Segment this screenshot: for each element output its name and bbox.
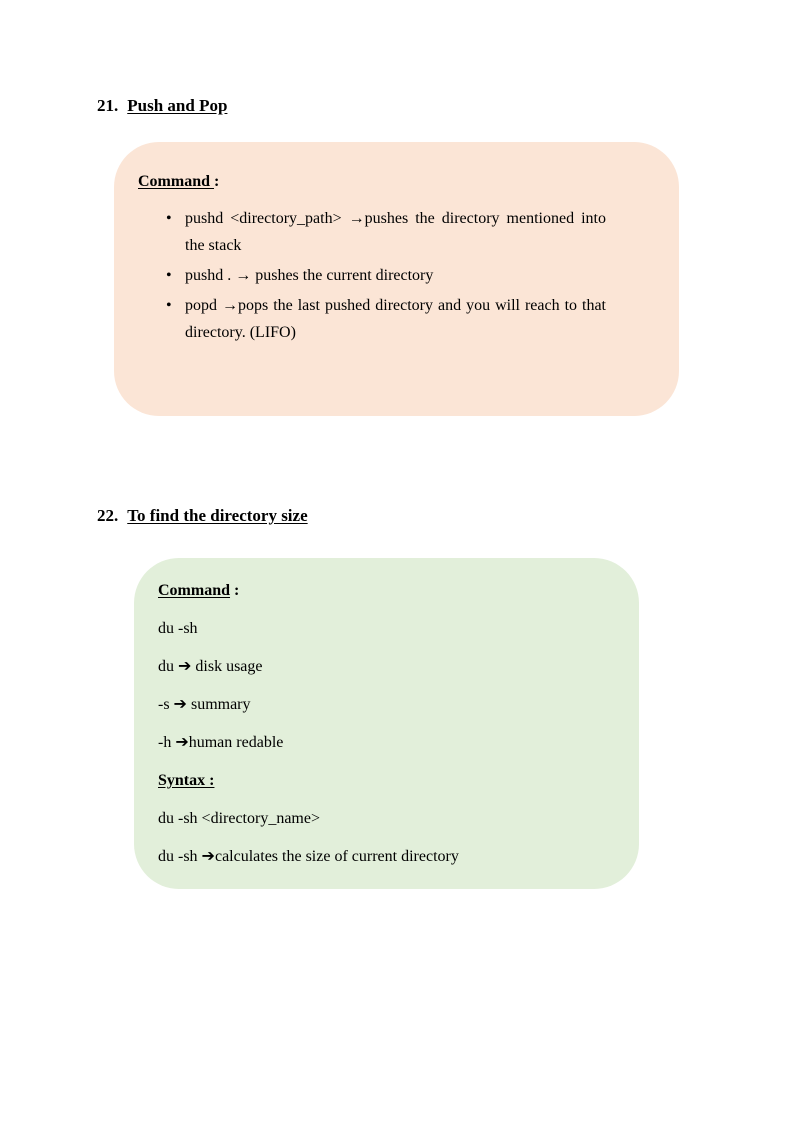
section-22-title: To find the directory size — [127, 506, 308, 525]
syntax-label — [158, 762, 609, 800]
bullet-icon: • — [166, 210, 172, 227]
command-label-text: Command — [158, 582, 231, 599]
command-label-text: Command — [138, 173, 215, 190]
list-item — [166, 262, 606, 289]
command-label-colon: : — [230, 582, 240, 599]
command-line: -s ➔ summary — [158, 696, 251, 713]
section-21-title: Push and Pop — [127, 96, 228, 115]
section-22-number: 22. — [97, 506, 119, 525]
command-label — [138, 170, 649, 194]
command-line: -h ➔human redable — [158, 734, 284, 751]
list-item — [166, 292, 606, 346]
push-pop-bullet-list — [166, 205, 606, 346]
push-pop-command-box — [114, 142, 679, 416]
syntax-line: du -sh ➔calculates the size of current directory — [158, 848, 459, 865]
syntax-line: du -sh <directory_name> — [158, 810, 320, 827]
command-line: du ➔ disk usage — [158, 658, 263, 675]
syntax-label-text: Syntax : — [158, 772, 215, 789]
list-item — [166, 205, 606, 259]
bullet-text: pushd <directory_path> →pushes the directory mentioned into the stack — [185, 210, 606, 254]
bullet-icon: • — [166, 267, 172, 284]
command-label — [158, 572, 609, 610]
bullet-text: popd →pops the last pushed directory and you will reach to that directory. (LIFO) — [185, 297, 606, 341]
section-22-heading — [97, 504, 308, 528]
bullet-text: pushd . → pushes the current directory — [185, 267, 434, 284]
section-21-heading — [97, 94, 227, 118]
command-label-colon: : — [214, 173, 220, 190]
command-line: du -sh — [158, 620, 198, 637]
section-21-number: 21. — [97, 96, 119, 115]
directory-size-command-box — [134, 558, 639, 889]
bullet-icon: • — [166, 297, 172, 314]
